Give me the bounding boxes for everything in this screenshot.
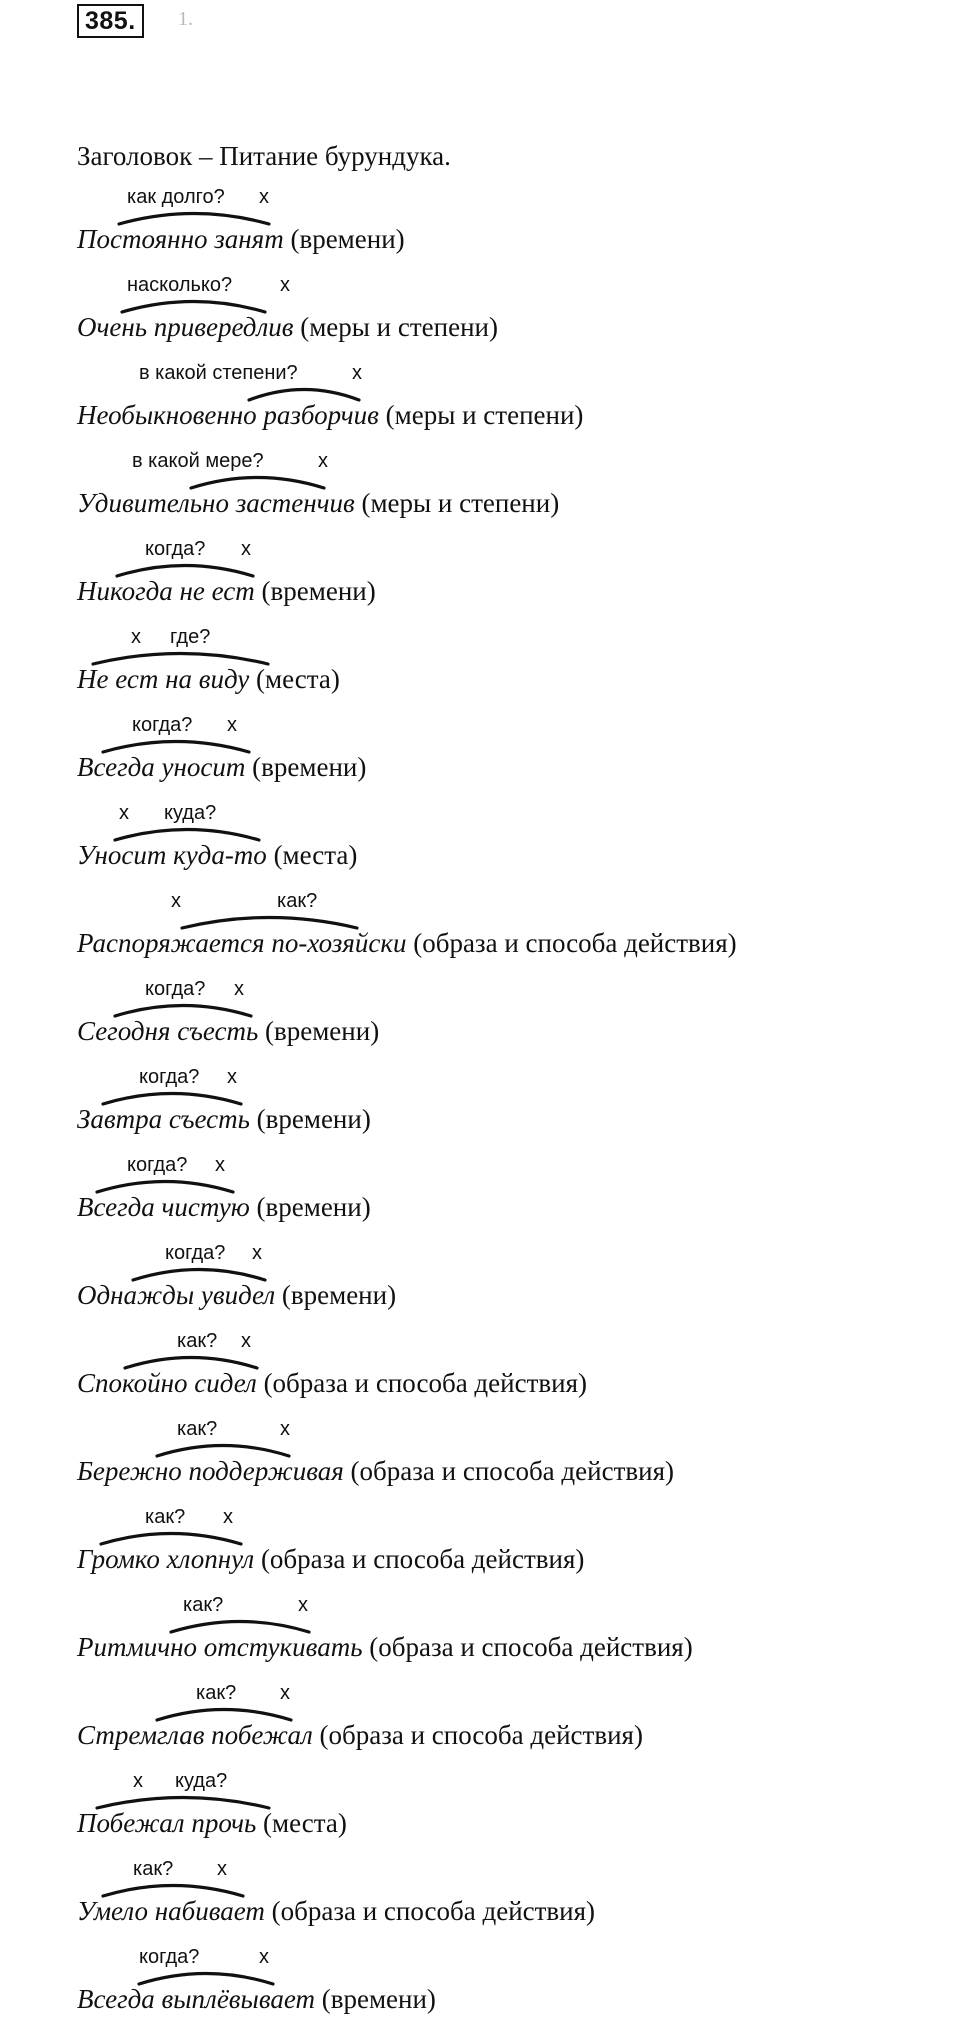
adverb-category: (образа и способа действия) [350, 1456, 674, 1486]
question-label: когда? [145, 538, 206, 560]
adverb-category: (меры и степени) [300, 312, 498, 342]
adverb-phrase: Всегда выплёвывает [77, 1984, 315, 2014]
x-mark: x [298, 1594, 308, 1616]
x-mark: x [234, 978, 244, 1000]
x-mark: x [280, 274, 290, 296]
adverb-phrase: Всегда уносит [77, 752, 246, 782]
list-item [77, 1417, 937, 1505]
list-item [77, 713, 937, 801]
adverb-category: (места) [263, 1808, 347, 1838]
question-label: в какой мере? [132, 450, 264, 472]
adverb-phrase: Завтра съесть [77, 1104, 250, 1134]
list-item [77, 1681, 937, 1769]
question-label: когда? [139, 1946, 200, 1968]
adverb-category: (образа и способа действия) [263, 1368, 587, 1398]
phrase-line [77, 1015, 379, 1047]
x-mark: x [280, 1418, 290, 1440]
phrase-line [77, 311, 498, 343]
list-item [77, 1153, 937, 1241]
question-label: как? [183, 1594, 224, 1616]
list-item [77, 801, 937, 889]
list-item [77, 449, 937, 537]
adverb-phrase: Не ест на виду [77, 664, 250, 694]
adverb-phrase: Никогда не ест [77, 576, 255, 606]
x-mark: x [280, 1682, 290, 1704]
x-mark: x [227, 1066, 237, 1088]
list-item [77, 273, 937, 361]
list-item [77, 1769, 937, 1857]
phrase-line [77, 223, 405, 255]
phrase-line [77, 1191, 371, 1223]
phrase-line [77, 1807, 347, 1839]
question-label: как? [277, 890, 318, 912]
x-mark: x [223, 1506, 233, 1528]
adverb-category: (времени) [261, 576, 376, 606]
x-mark: x [259, 1946, 269, 1968]
adverb-phrase: Умело набивает [77, 1896, 265, 1926]
adverb-category: (времени) [321, 1984, 436, 2014]
question-label: куда? [164, 802, 217, 824]
x-mark: x [252, 1242, 262, 1264]
x-mark: x [241, 538, 251, 560]
adverb-phrase: Очень привередлив [77, 312, 294, 342]
phrase-line [77, 1103, 371, 1135]
question-label: как? [196, 1682, 237, 1704]
phrase-line [77, 1983, 436, 2015]
adverb-phrase: Постоянно занят [77, 224, 284, 254]
question-label: насколько? [127, 274, 233, 296]
adverb-category: (времени) [252, 752, 367, 782]
phrase-line [77, 751, 366, 783]
list-item [77, 889, 937, 977]
phrase-line [77, 927, 737, 959]
adverb-phrase: Сегодня съесть [77, 1016, 259, 1046]
question-label: где? [170, 626, 211, 648]
phrase-line [77, 1279, 396, 1311]
phrase-line [77, 1367, 587, 1399]
adverb-phrase: Спокойно сидел [77, 1368, 257, 1398]
page-title: Заголовок – Питание бурундука. [77, 141, 451, 171]
adverb-category: (места) [256, 664, 340, 694]
adverb-category: (места) [273, 840, 358, 870]
phrase-line [77, 663, 340, 695]
question-label: куда? [175, 1770, 228, 1792]
adverb-category: (образа и способа действия) [260, 1544, 585, 1574]
task-number-box: 385. [77, 4, 144, 38]
list-item [77, 625, 937, 713]
adverb-phrase: Ритмично отстукивать [77, 1632, 363, 1662]
x-mark: x [119, 802, 129, 824]
question-label: как? [145, 1506, 186, 1528]
question-label: как? [133, 1858, 174, 1880]
list-item [77, 1593, 937, 1681]
list-item [77, 185, 937, 273]
list-item [77, 361, 937, 449]
adverb-phrase: Бережно поддерживая [77, 1456, 344, 1486]
x-mark: x [133, 1770, 143, 1792]
list-item [77, 1505, 937, 1593]
list-item [77, 977, 937, 1065]
adverb-category: (времени) [265, 1016, 380, 1046]
adverb-phrase: Стремглав побежал [77, 1720, 313, 1750]
list-item [77, 1857, 937, 1945]
adverb-category: (образа и способа действия) [271, 1896, 596, 1926]
adverb-category: (меры и степени) [361, 488, 560, 518]
adverb-category: (времени) [281, 1280, 397, 1310]
adverb-phrase: Необыкновенно разборчив [77, 400, 379, 430]
x-mark: x [241, 1330, 251, 1352]
list-item [77, 537, 937, 625]
adverb-category: (образа и способа действия) [413, 928, 737, 958]
phrase-line [77, 1631, 693, 1663]
phrase-line [77, 1895, 595, 1927]
phrase-line [77, 1455, 674, 1487]
question-label: в какой степени? [139, 362, 298, 384]
phrase-line [77, 399, 583, 431]
adverb-phrase: Громко хлопнул [77, 1544, 255, 1574]
question-label: когда? [132, 714, 193, 736]
adverb-phrase: Распоряжается по-хозяйски [77, 928, 407, 958]
question-label: когда? [127, 1154, 188, 1176]
x-mark: x [259, 186, 269, 208]
adverb-category: (меры и степени) [385, 400, 584, 430]
x-mark: x [131, 626, 141, 648]
x-mark: x [217, 1858, 227, 1880]
adverb-category: (образа и способа действия) [319, 1720, 643, 1750]
adverb-phrase: Побежал прочь [77, 1808, 257, 1838]
list-item [77, 1945, 937, 2033]
phrase-line [77, 1543, 584, 1575]
x-mark: x [215, 1154, 225, 1176]
phrase-line [77, 1719, 643, 1751]
question-label: когда? [145, 978, 206, 1000]
x-mark: x [352, 362, 362, 384]
adverb-phrase: Удивительно застенчив [77, 488, 355, 518]
adverb-phrase: Уносит куда-то [77, 840, 267, 870]
question-label: как долго? [127, 186, 225, 208]
list-item [77, 1241, 937, 1329]
adverb-category: (образа и способа действия) [369, 1632, 693, 1662]
phrase-line [77, 487, 559, 519]
x-mark: x [227, 714, 237, 736]
phrase-line [77, 575, 376, 607]
phrase-line [77, 839, 357, 871]
sub-number: 1. [178, 8, 193, 30]
adverb-phrase: Однажды увидел [77, 1280, 276, 1310]
x-mark: x [171, 890, 181, 912]
list-item [77, 1065, 937, 1153]
question-label: как? [177, 1418, 218, 1440]
question-label: как? [177, 1330, 218, 1352]
x-mark: x [318, 450, 328, 472]
question-label: когда? [139, 1066, 200, 1088]
adverb-phrase: Всегда чистую [77, 1192, 250, 1222]
question-label: когда? [165, 1242, 226, 1264]
adverb-category: (времени) [290, 224, 405, 254]
list-item [77, 1329, 937, 1417]
adverb-category: (времени) [256, 1192, 371, 1222]
adverb-category: (времени) [256, 1104, 371, 1134]
